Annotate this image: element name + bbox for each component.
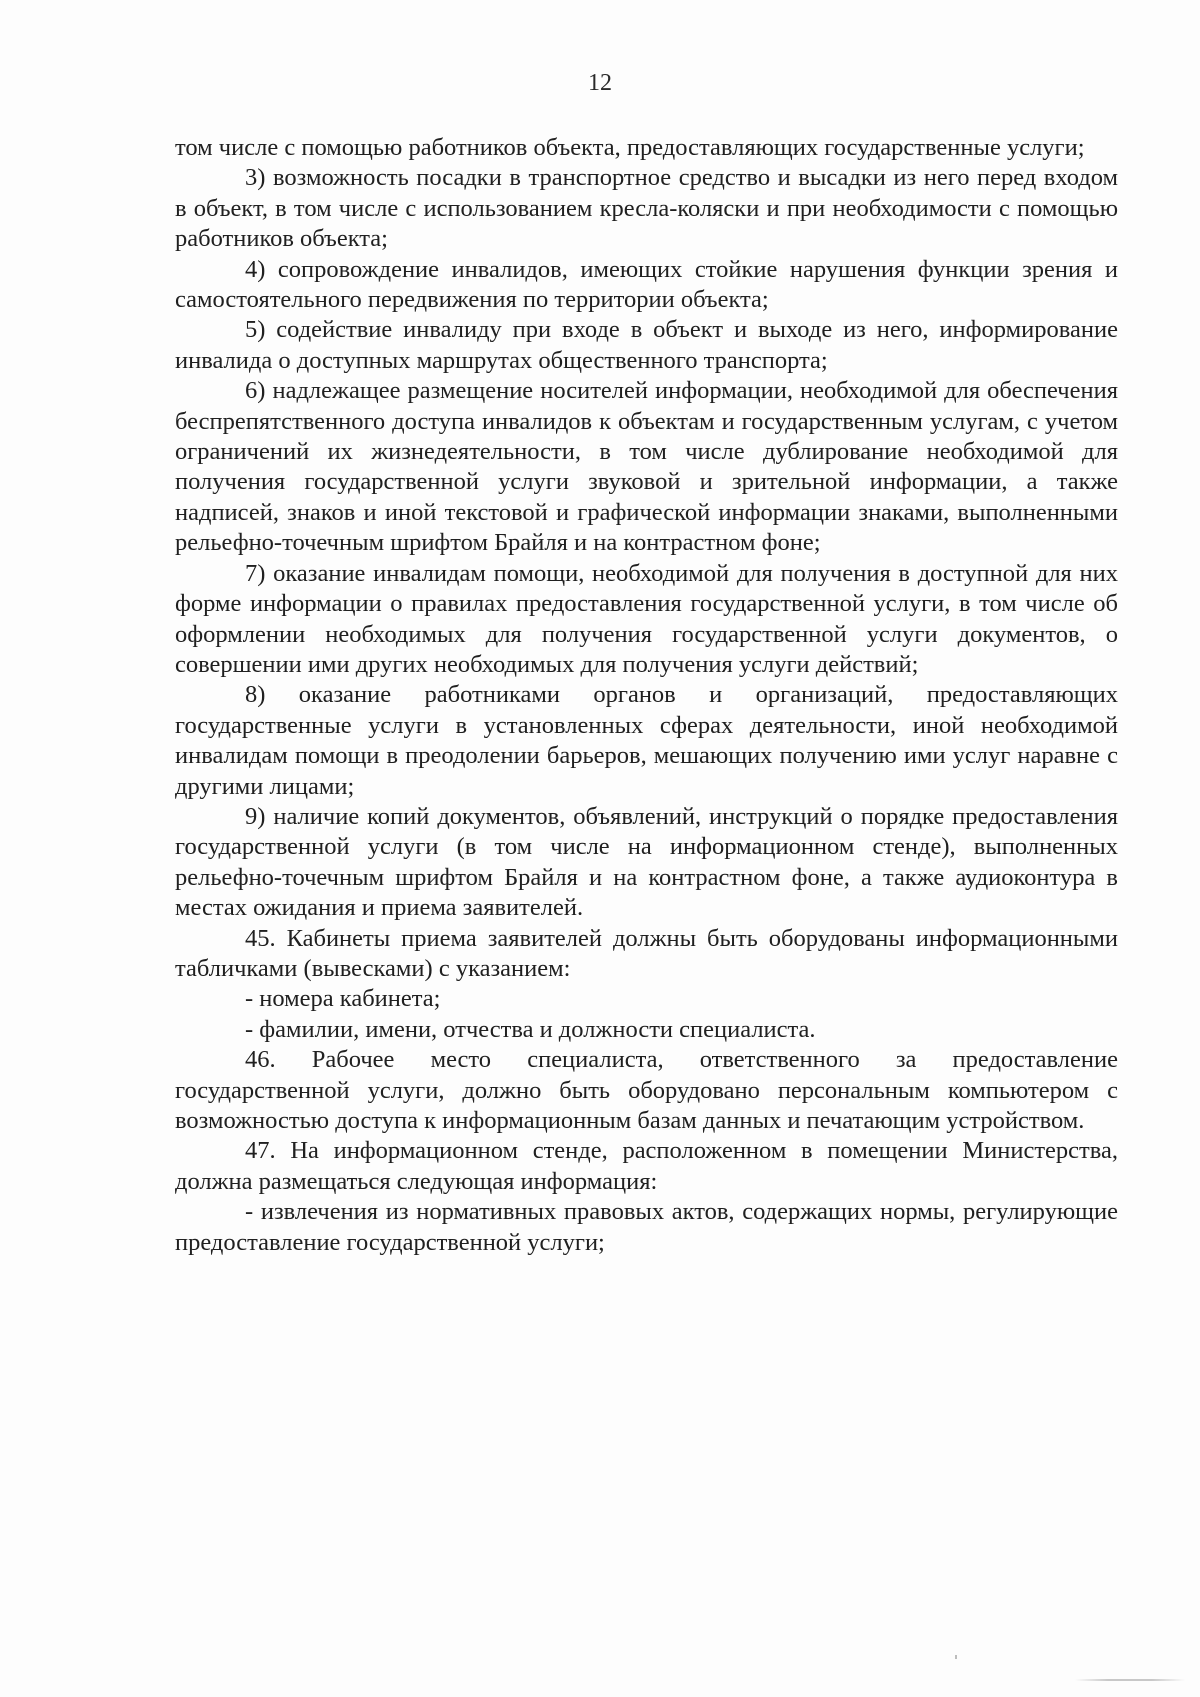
paragraph-item-6: 6) надлежащее размещение носителей информации, необходимой для обеспечения беспрепятственного доступа инвалидов к объектам и государственным услугам, с учетом ограничений их жизнедеятельности, в том числе дублирование необходимой для получения государственной услуги звуковой и зрительной информации, а также надписей, знаков и иной текстовой и графической информации знаками, выполненными рельефно-точечным шрифтом Брайля и на контрастном фоне; [175,377,1118,557]
scan-artifact-dot [955,1655,957,1659]
paragraph-item-8: 8) оказание работниками органов и организаций, предоставляющих государственные услуги в установленных сферах деятельности, иной необходимой инвалидам помощи в преодолении барьеров, мешающих получению ими услуг наравне с другими лицами; [175,681,1118,800]
paragraph-item-7: 7) оказание инвалидам помощи, необходимой для получения в доступной для них форме информации о правилах предоставления государственной услуги, в том числе об оформлении необходимых для получения государственной услуги документов, о совершении ими других необходимых для получения услуги действий; [175,559,1118,678]
paragraph-item-4: 4) сопровождение инвалидов, имеющих стойкие нарушения функции зрения и самостоятельного передвижения по территории объекта; [175,255,1118,314]
paragraph-item-5: 5) содействие инвалиду при входе в объект и выходе из него, информирование инвалида о доступных маршрутах общественного транспорта; [175,316,1118,374]
list-item-regulations-excerpts: - извлечения из нормативных правовых актов, содержащих нормы, регулирующие предоставление государственной услуги; [175,1198,1118,1256]
paragraph-continuation: том числе с помощью работников объекта, предоставляющих государственные услуги; [175,134,1085,161]
page-number: 12 [588,70,612,96]
paragraph-section-46: 46. Рабочее место специалиста, ответственного за предоставление государственной услуги, должно быть оборудовано персональным компьютером с возможностью доступа к информационным базам данных и печатающим устройством. [175,1046,1118,1134]
list-item-room-number: - номера кабинета; [245,985,441,1013]
paragraph-section-45: 45. Кабинеты приема заявителей должны быть оборудованы информационными табличками (вывесками) с указанием: [175,924,1118,982]
paragraph-item-9: 9) наличие копий документов, объявлений, инструкций о порядке предоставления государственной услуги (в том числе на информационном стенде), выполненных рельефно-точечным шрифтом Брайля и на контрастном фоне, а также аудиоконтура в местах ожидания и приема заявителей. [175,802,1118,922]
list-item-specialist-name: - фамилии, имени, отчества и должности специалиста. [245,1015,816,1043]
document-body [175,133,1118,1258]
scan-artifact-line [1075,1679,1185,1681]
paragraph-item-3: 3) возможность посадки в транспортное средство и высадки из него перед входом в объект, в том числе с использованием кресла-коляски и при необходимости с помощью работников объекта; [175,164,1118,253]
paragraph-section-47: 47. На информационном стенде, расположенном в помещении Министерства, должна размещаться следующая информация: [175,1137,1118,1195]
